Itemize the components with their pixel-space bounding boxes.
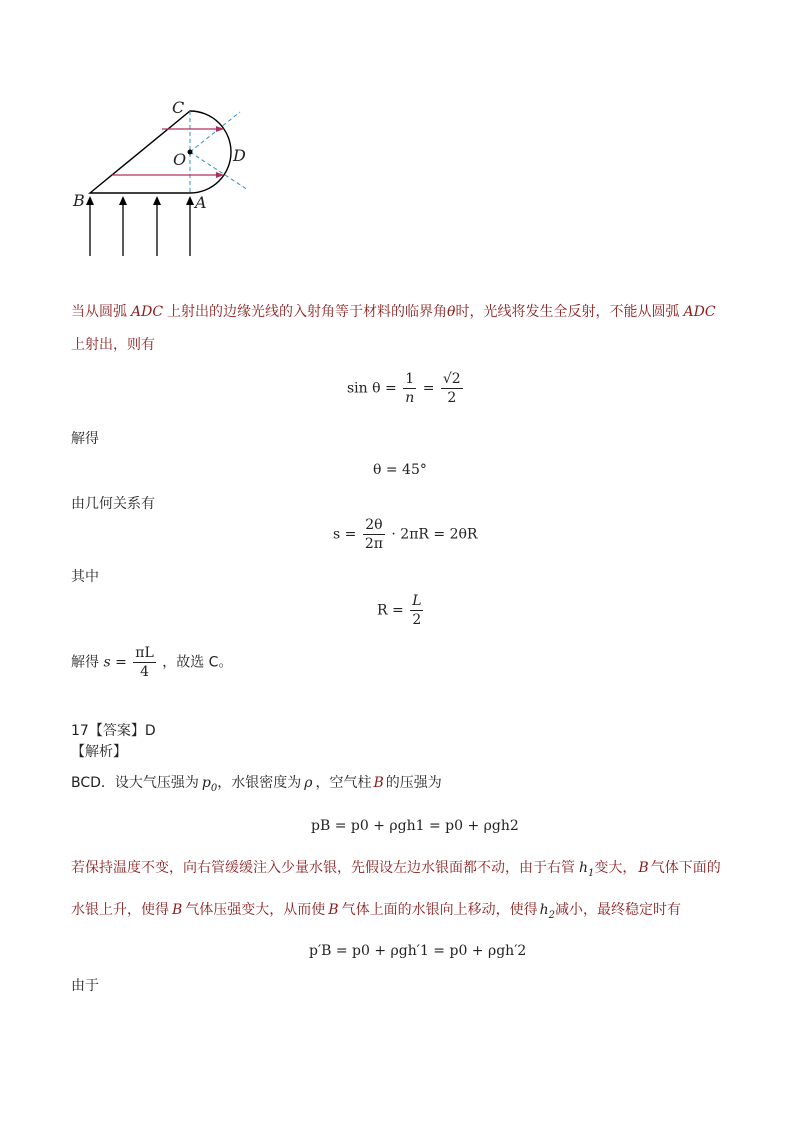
equation-radius: R = $\frac{L}{2}$ bbox=[377, 593, 422, 628]
q17-answer: 17【答案】D bbox=[71, 723, 156, 739]
equation-arc-length: s = $\frac{2\theta}{2\pi}$ · 2πR = 2θR bbox=[333, 517, 478, 552]
label-c: C bbox=[172, 98, 185, 117]
equation-sin-theta: sin θ = $\frac{1}{n}$ = $\frac{√2}{2}$ bbox=[347, 371, 461, 406]
label-d: D bbox=[233, 146, 246, 165]
among-label: 其中 bbox=[71, 569, 99, 585]
label-a: A bbox=[195, 193, 207, 212]
label-o: O bbox=[173, 150, 187, 169]
para1-line1: 当从圆弧 ADC 上射出的边缘光线的入射角等于材料的临界角θ时，光线将发生全反射，不能从圆弧 ADC bbox=[71, 304, 716, 320]
para2: BCD．设大气压强为 $p_0$，水银密度为 ρ ，空气柱 B 的压强为 bbox=[71, 775, 442, 794]
incident-arrows bbox=[86, 196, 194, 256]
solve-line-2: 解得 s = $\frac{\pi L}{4}$ ，故选 C。 bbox=[71, 645, 233, 680]
equation-pressure-b-prime: p′B = p0 + ρgh′1 = p0 + ρgh′2 bbox=[309, 943, 527, 959]
since-label: 由于 bbox=[71, 978, 99, 994]
equation-pressure-b: pB = p0 + ρgh1 = p0 + ρgh2 bbox=[311, 818, 519, 834]
para1-line2: 上射出，则有 bbox=[71, 337, 155, 353]
prism-diagram bbox=[60, 95, 270, 265]
q17-analysis: 【解析】 bbox=[71, 744, 127, 760]
label-b: B bbox=[73, 191, 85, 210]
solve-label-1: 解得 bbox=[71, 431, 99, 447]
geometry-label: 由几何关系有 bbox=[71, 496, 155, 512]
para3: 若保持温度不变，向右管缓缓注入少量水银，先假设左边水银面都不动，由于右管 $h_1$变大， B 气体下面的 bbox=[71, 860, 721, 879]
para4: 水银上升，使得 B 气体压强变大，从而使 B 气体上面的水银向上移动，使得 $h_2$减小，最终稳定时有 bbox=[71, 902, 681, 921]
equation-theta-value: θ = 45° bbox=[373, 462, 427, 478]
center-point bbox=[188, 150, 193, 155]
prism-outline bbox=[90, 111, 231, 193]
